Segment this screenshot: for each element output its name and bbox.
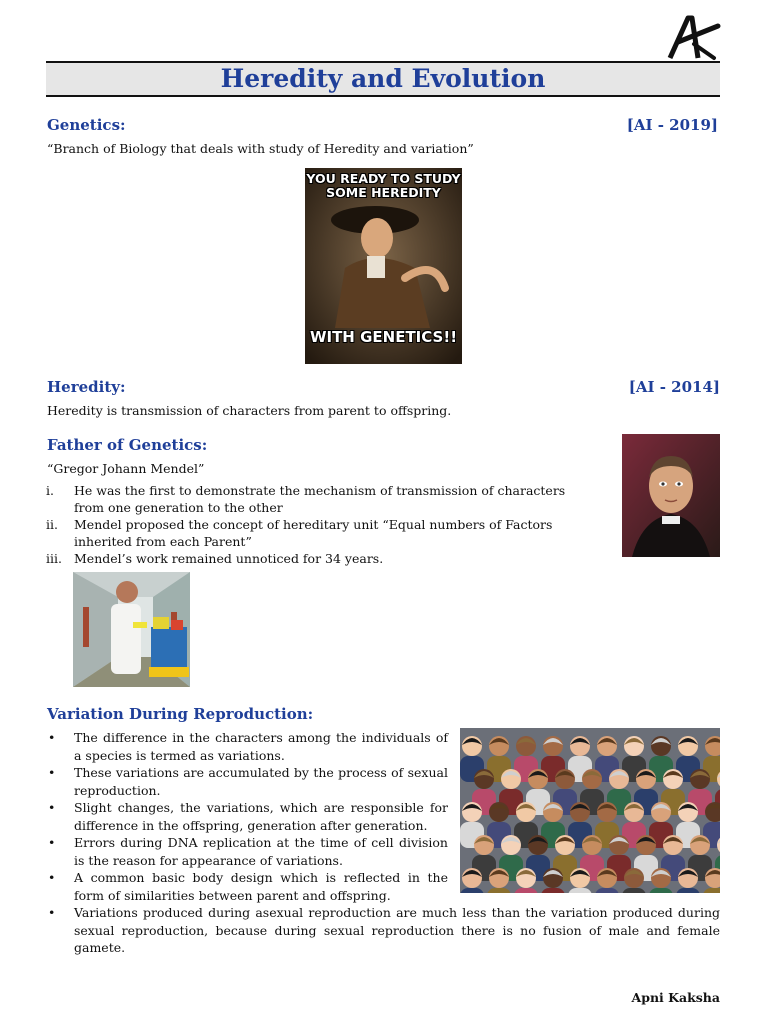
page-title: Heredity and Evolution	[220, 64, 546, 93]
list-item	[46, 869, 448, 904]
bullet-marker: •	[48, 870, 56, 885]
genetics-heading: Genetics:	[47, 116, 126, 134]
list-item-text: Errors during DNA replication at the time of cell division is the reason for appearance of variations.	[74, 835, 448, 868]
heredity-definition: Heredity is transmission of characters from parent to offspring.	[47, 403, 452, 418]
heredity-heading: Heredity:	[47, 378, 126, 396]
list-item	[46, 729, 448, 764]
footer-brand: Apni Kaksha	[631, 990, 720, 1005]
list-item-text: Slight changes, the variations, which are responsible for difference in the offspring, generation after generation.	[74, 800, 448, 833]
list-marker: ii.	[46, 517, 58, 532]
cleaning-meme-image	[73, 572, 190, 687]
meme-top-text: YOU READY TO STUDY SOME HEREDITY	[306, 171, 461, 200]
crowd-people-image	[460, 728, 720, 893]
list-item-text: A common basic body design which is reflected in the form of similarities between parent and offspring.	[74, 870, 448, 903]
father-points-list	[46, 482, 591, 567]
mendel-portrait-image	[622, 434, 720, 557]
list-item-text: Mendel proposed the concept of hereditary unit “Equal numbers of Factors inherited from each Parent”	[74, 517, 553, 549]
variation-points-list	[46, 729, 448, 904]
list-item	[46, 904, 720, 957]
genetics-tag: [AI - 2019]	[626, 116, 718, 134]
list-item	[46, 764, 448, 799]
bullet-marker: •	[48, 730, 56, 745]
variation-points-list-wide	[46, 904, 720, 957]
bullet-marker: •	[48, 800, 56, 815]
list-item-text: These variations are accumulated by the process of sexual reproduction.	[74, 765, 448, 798]
variation-heading: Variation During Reproduction:	[47, 705, 314, 723]
title-bar	[46, 61, 720, 97]
list-item-text: He was the first to demonstrate the mechanism of transmission of characters from one generation to the other	[74, 483, 566, 515]
genetics-definition: “Branch of Biology that deals with study of Heredity and variation”	[47, 141, 474, 156]
list-item	[46, 550, 591, 567]
bullet-marker: •	[48, 905, 56, 920]
bullet-marker: •	[48, 835, 56, 850]
list-item	[46, 516, 591, 550]
heredity-tag: [AI - 2014]	[628, 378, 720, 396]
list-item-text: The difference in the characters among the individuals of a species is termed as variations.	[74, 730, 448, 763]
list-item	[46, 799, 448, 834]
list-marker: iii.	[46, 551, 62, 566]
bullet-marker: •	[48, 765, 56, 780]
genetics-meme-image	[305, 168, 462, 364]
list-item	[46, 482, 591, 516]
father-heading: Father of Genetics:	[47, 436, 208, 454]
brand-logo	[664, 14, 722, 62]
meme-bottom-text: WITH GENETICS!!	[309, 328, 458, 346]
list-item	[46, 834, 448, 869]
father-name: “Gregor Johann Mendel”	[47, 461, 205, 476]
list-marker: i.	[46, 483, 54, 498]
list-item-text: Variations produced during asexual reproduction are much less than the variation produced during sexual reproduction, because during sexual reproduction there is no fusion of male and female gamete.	[74, 905, 720, 955]
list-item-text: Mendel’s work remained unnoticed for 34 years.	[74, 551, 384, 566]
